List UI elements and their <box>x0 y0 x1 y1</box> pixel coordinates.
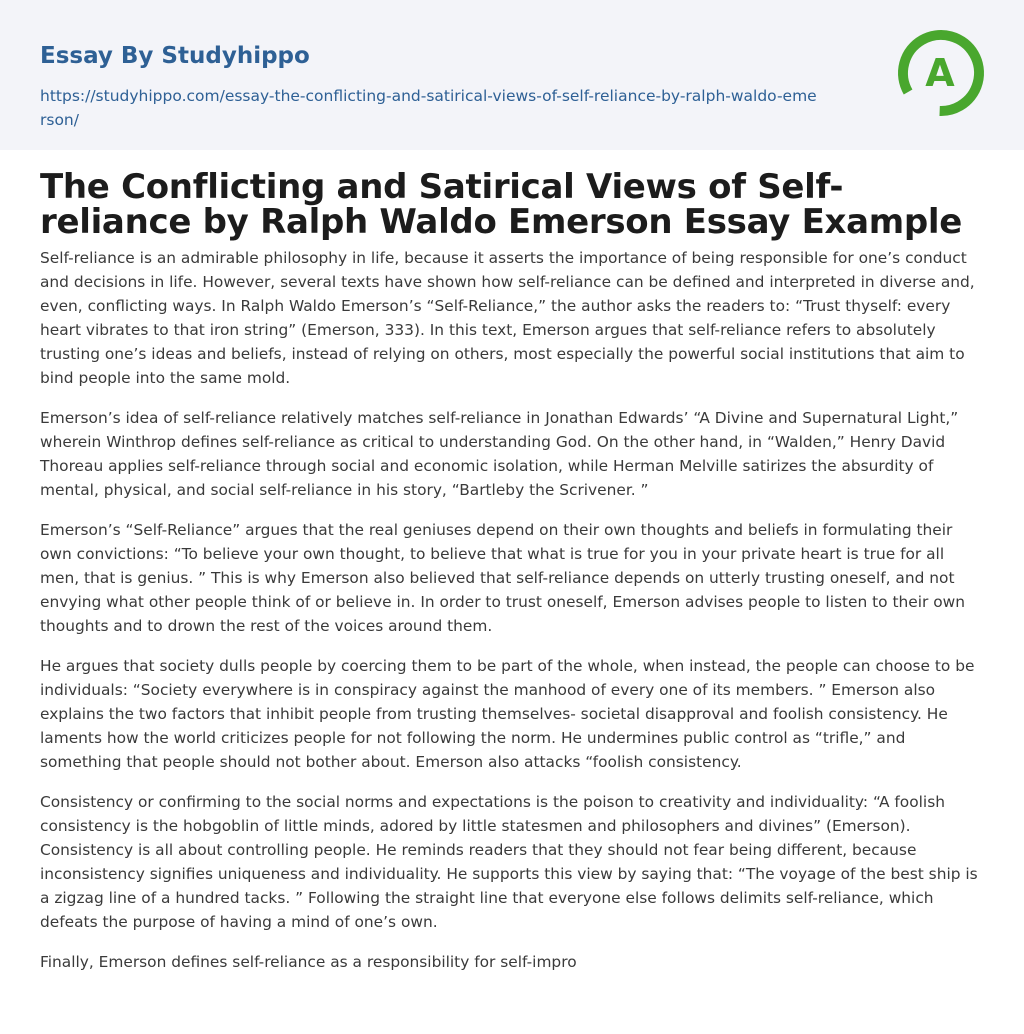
essay-paragraph-1: Self-reliance is an admirable philosophy in life, because it asserts the importance of being responsible for one’s conduct and decisions in life. However, several texts have shown how self-reliance can be defined and interpreted in diverse and, even, conflicting ways. In Ralph Waldo Emerson’s “Self-Reliance,” the author asks the readers to: “Trust thyself: every heart vibrates to that iron string” (Emerson, 333). In this text, Emerson argues that self-reliance refers to absolutely trusting one’s ideas and beliefs, instead of relying on others, most especially the powerful social institutions that aim to bind people into the same mold. <box>40 249 975 387</box>
essay-title: The Conflicting and Satirical Views of Self-reliance by Ralph Waldo Emerson Essay Example <box>40 167 963 242</box>
site-title[interactable]: Essay By Studyhippo <box>40 43 310 69</box>
essay-paragraph-4: He argues that society dulls people by coercing them to be part of the whole, when instead, the people can choose to be individuals: “Society everywhere is in conspiracy against the manhood of every one of its members. ” Emerson also explains the two factors that inhibit people from trusting themselves- societal disapproval and foolish consistency. He laments how the world criticizes people for not following the norm. He undermines public control as “trifle,” and something that people should not bother about. Emerson also attacks “foolish consistency. <box>40 657 975 771</box>
site-header <box>0 0 1024 150</box>
essay-paragraph-6: Finally, Emerson defines self-reliance as a responsibility for self-impro <box>40 953 577 971</box>
studyhippo-logo-icon[interactable] <box>896 28 986 118</box>
essay-content <box>0 167 1024 974</box>
logo-letter: A <box>925 51 955 95</box>
essay-paragraph-5: Consistency or confirming to the social norms and expectations is the poison to creativity and individuality: “A foolish consistency is the hobgoblin of little minds, adored by little statesmen and philosophers and divines” (Emerson). Consistency is all about controlling people. He reminds readers that they should not fear being different, because inconsistency signifies uniqueness and individuality. He supports this view by saying that: “The voyage of the best ship is a zigzag line of a hundred tacks. ” Following the straight line that everyone else follows delimits self-reliance, which defeats the purpose of having a mind of one’s own. <box>40 793 978 931</box>
essay-paragraph-3: Emerson’s “Self-Reliance” argues that the real geniuses depend on their own thoughts and beliefs in formulating their own convictions: “To believe your own thought, to believe that what is true for you in your private heart is true for all men, that is genius. ” This is why Emerson also believed that self-reliance depends on utterly trusting oneself, and not envying what other people think of or believe in. In order to trust oneself, Emerson advises people to listen to their own thoughts and to drown the rest of the voices around them. <box>40 521 966 635</box>
essay-paragraph-2: Emerson’s idea of self-reliance relatively matches self-reliance in Jonathan Edwards’ “A Divine and Supernatural Light,” wherein Winthrop defines self-reliance as critical to understanding God. On the other hand, in “Walden,” Henry David Thoreau applies self-reliance through social and economic isolation, while Herman Melville satirizes the absurdity of mental, physical, and social self-reliance in his story, “Bartleby the Scrivener. ” <box>40 409 959 499</box>
essay-url-link[interactable]: https://studyhippo.com/essay-the-conflicting-and-satirical-views-of-self-reliance-by-ralph-waldo-emerson/ <box>40 87 817 129</box>
